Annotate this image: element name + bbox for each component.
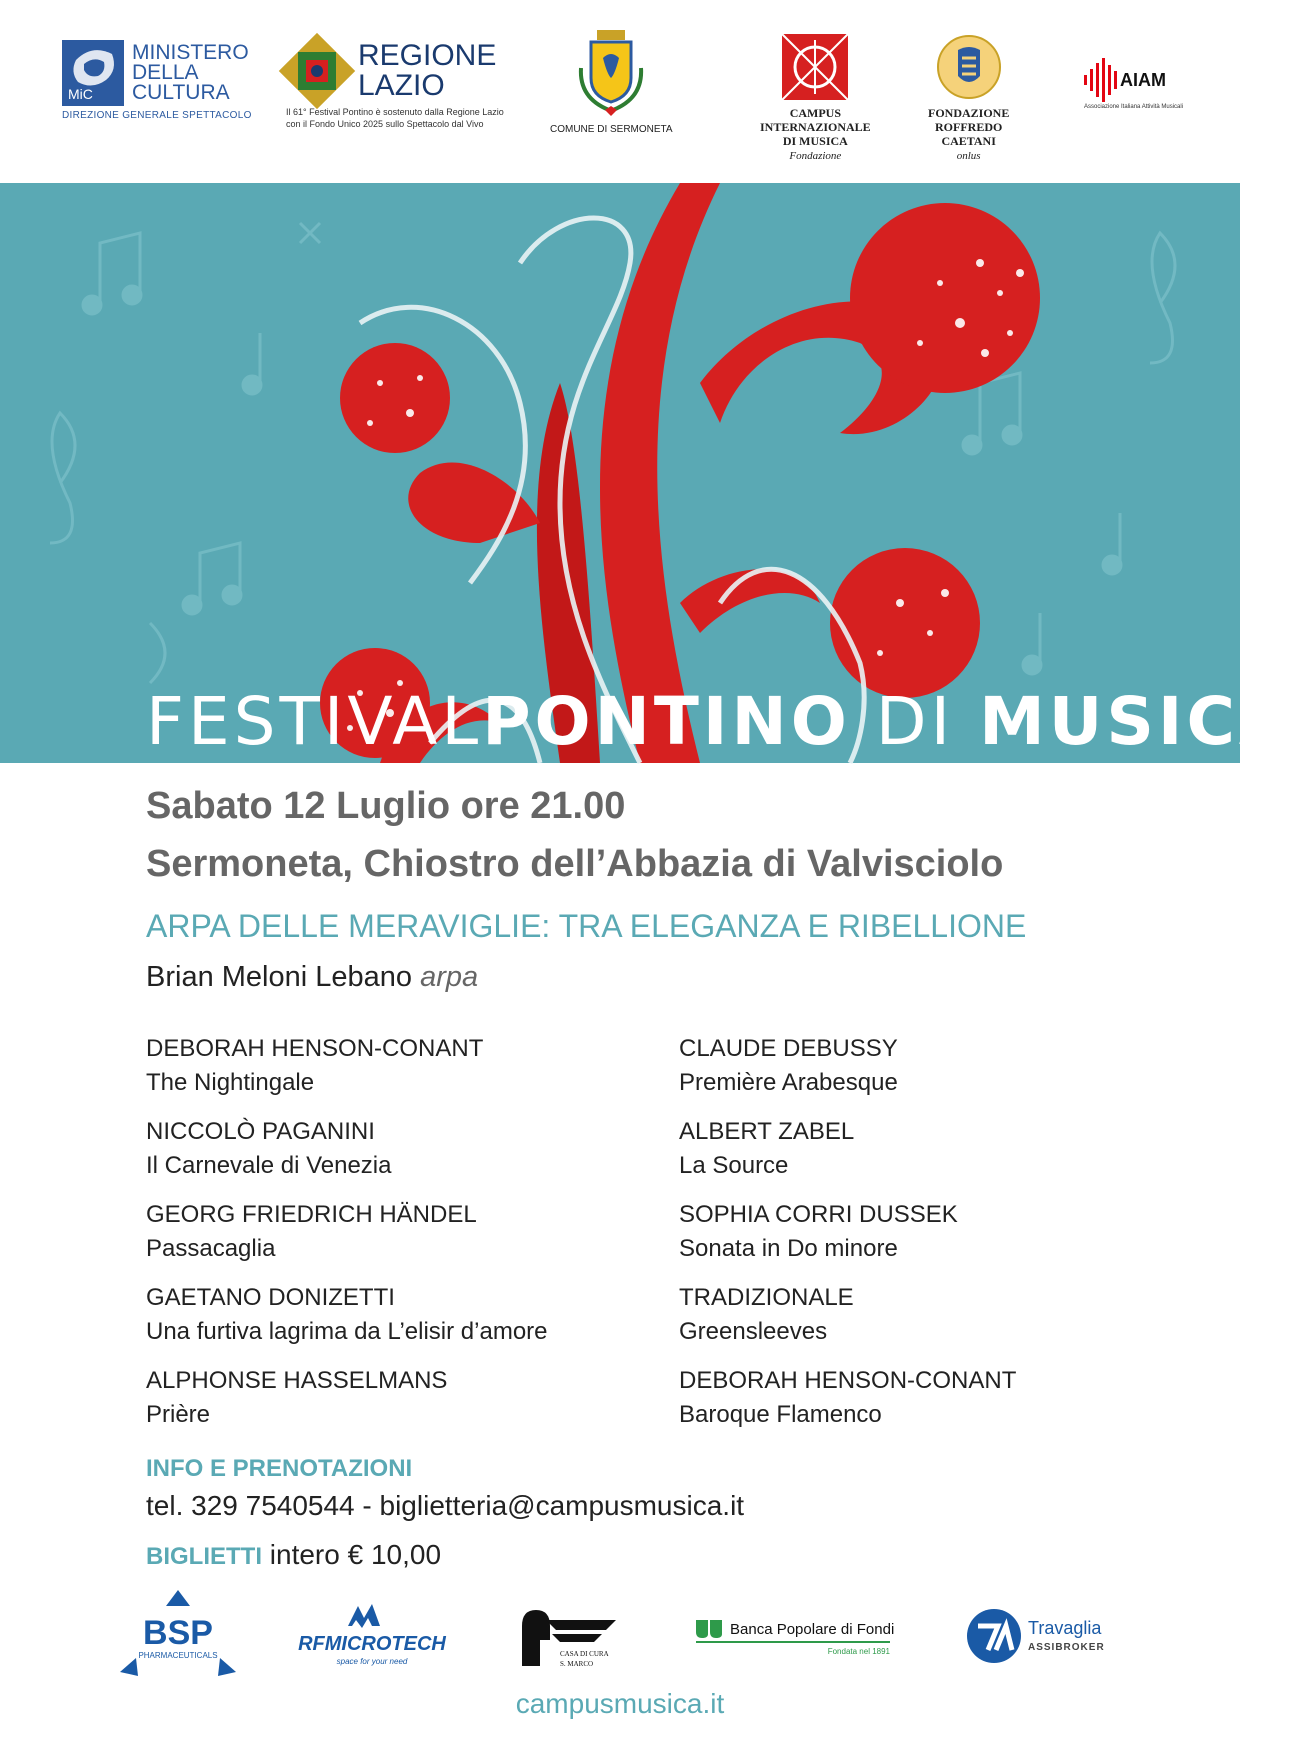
work-title: The Nightingale [146, 1069, 315, 1096]
program-item [146, 1032, 666, 1115]
campus-emblem-icon [782, 34, 848, 100]
composer-name: CLAUDE DEBUSSY [679, 1035, 898, 1062]
aiam-bars-icon [1084, 58, 1117, 102]
lazio-crest-icon [286, 40, 348, 102]
rf-sub: space for your need [336, 1657, 408, 1666]
program-item [679, 1115, 1199, 1198]
work-title: Il Carnevale di Venezia [146, 1152, 392, 1179]
program-item [679, 1032, 1199, 1115]
sermoneta-caption: COMUNE DI SERMONETA [550, 124, 673, 135]
work-title: Prière [146, 1401, 211, 1428]
composer-name: TRADIZIONALE [679, 1284, 854, 1311]
bpf-logo-icon [694, 1612, 894, 1662]
program-left-column [146, 1032, 666, 1447]
lazio-line2: LAZIO [358, 69, 445, 102]
comune-sermoneta-logo [550, 28, 673, 135]
fondazione-line3: CAETANI [941, 134, 996, 148]
bpf-name: Banca Popolare di Fondi [730, 1621, 895, 1638]
campus-line4: Fondazione [789, 150, 842, 162]
regione-lazio-logo [286, 40, 506, 130]
work-title: Greensleeves [679, 1318, 828, 1345]
coat-of-arms-icon [571, 28, 651, 118]
casa-di-cura-logo-icon [516, 1600, 626, 1670]
bsp-name: BSP [143, 1614, 213, 1652]
tickets-value: intero € 10,00 [269, 1539, 442, 1570]
program-item [146, 1115, 666, 1198]
work-title: La Source [679, 1152, 789, 1179]
sponsor-bsp [118, 1588, 238, 1685]
rfmicrotech-logo-icon [292, 1596, 452, 1676]
program-item [146, 1364, 666, 1447]
composer-name: GEORG FRIEDRICH HÄNDEL [146, 1201, 477, 1228]
bsp-sub: PHARMACEUTICALS [138, 1651, 218, 1660]
composer-name: DEBORAH HENSON-CONANT [679, 1367, 1017, 1394]
fondazione-caetani-logo [928, 34, 1009, 163]
bpf-sub: Fondata nel 1891 [827, 1647, 890, 1656]
work-title: Baroque Flamenco [679, 1401, 882, 1428]
program-right-column [679, 1032, 1199, 1447]
aiam-name: AIAM [1120, 69, 1166, 90]
contact-line: tel. 329 7540544 - biglietteria@campusmusica.it [146, 1490, 745, 1521]
festival-title-part2: PONTINO [482, 683, 851, 760]
bsp-logo-icon [118, 1588, 238, 1680]
footer-website-link[interactable]: campusmusica.it [515, 1688, 725, 1719]
festival-banner [0, 183, 1294, 763]
caetani-seal-icon [936, 34, 1002, 100]
performer [146, 961, 478, 994]
festival-title [146, 683, 1294, 760]
concert-title: ARPA DELLE MERAVIGLIE: TRA ELEGANZA E RIBELLIONE [146, 908, 1027, 944]
performer-instrument: arpa [420, 961, 479, 993]
work-title: Sonata in Do minore [679, 1235, 898, 1262]
work-title: Première Arabesque [679, 1069, 898, 1096]
lazio-note: Il 61° Festival Pontino è sostenuto dalla Regione Lazio con il Fondo Unico 2025 sullo Spettacolo dal Vivo [286, 107, 504, 129]
composer-name: SOPHIA CORRI DUSSEK [679, 1201, 958, 1228]
mic-emblem-icon [62, 40, 124, 106]
event-date: Sabato 12 Luglio ore 21.00 [146, 785, 626, 827]
banner-artwork-icon [0, 183, 1240, 763]
composer-name: ALPHONSE HASSELMANS [146, 1367, 448, 1394]
mic-line3: CULTURA [132, 81, 230, 104]
sponsor-banca-popolare-fondi [694, 1612, 894, 1667]
composer-name: DEBORAH HENSON-CONANT [146, 1035, 484, 1062]
casa-line2: S. MARCO [560, 1660, 594, 1668]
mic-line1: MINISTERO [132, 41, 249, 64]
casa-line1: CASA DI CURA [560, 1650, 609, 1658]
campus-line1: CAMPUS [789, 106, 842, 120]
festival-title-part1: FESTIVAL [146, 683, 483, 760]
info-heading: INFO E PRENOTAZIONI [146, 1455, 413, 1482]
work-title: Una furtiva lagrima da L’elisir d’amore [146, 1318, 548, 1345]
fondazione-line4: onlus [956, 150, 981, 162]
program-item [679, 1364, 1199, 1447]
campus-logo [760, 34, 871, 163]
mic-sub: DIREZIONE GENERALE SPETTACOLO [62, 110, 252, 121]
mic-line2: DELLA [132, 61, 199, 84]
campus-line2: INTERNAZIONALE [760, 120, 871, 134]
sponsor-rfmicrotech [292, 1596, 452, 1681]
composer-name: ALBERT ZABEL [679, 1118, 855, 1145]
festival-title-part3: DI [850, 683, 980, 760]
program-item [679, 1281, 1199, 1364]
work-title: Passacaglia [146, 1235, 276, 1262]
aiam-sub: Associazione Italiana Attività Musicali [1084, 104, 1184, 110]
travaglia-logo-icon [966, 1606, 1126, 1666]
travaglia-name: Travaglia [1028, 1618, 1102, 1638]
sponsor-casa-di-cura [516, 1600, 626, 1675]
travaglia-sub: ASSIBROKER [1028, 1642, 1105, 1653]
sponsor-travaglia [966, 1606, 1126, 1671]
composer-name: NICCOLÒ PAGANINI [146, 1118, 375, 1145]
program-item [679, 1198, 1199, 1281]
event-venue: Sermoneta, Chiostro dell’Abbazia di Valvisciolo [146, 843, 1004, 885]
fondazione-line2: ROFFREDO [935, 120, 1003, 134]
campus-line3: DI MUSICA [782, 134, 848, 148]
fondazione-line1: FONDAZIONE [928, 106, 1010, 120]
festival-title-part4: MUSICA [979, 683, 1294, 760]
lazio-line1: REGIONE [358, 39, 497, 72]
rf-name: RFMICROTECH [298, 1633, 446, 1655]
tickets-label: BIGLIETTI [146, 1543, 262, 1570]
program-item [146, 1198, 666, 1281]
aiam-logo [1084, 58, 1183, 110]
tickets-line [146, 1539, 441, 1571]
performer-name: Brian Meloni Lebano [146, 961, 413, 993]
composer-name: GAETANO DONIZETTI [146, 1284, 395, 1311]
mic-mark-label: MiC [68, 86, 93, 102]
program-item [146, 1281, 666, 1364]
mic-logo [62, 40, 252, 121]
